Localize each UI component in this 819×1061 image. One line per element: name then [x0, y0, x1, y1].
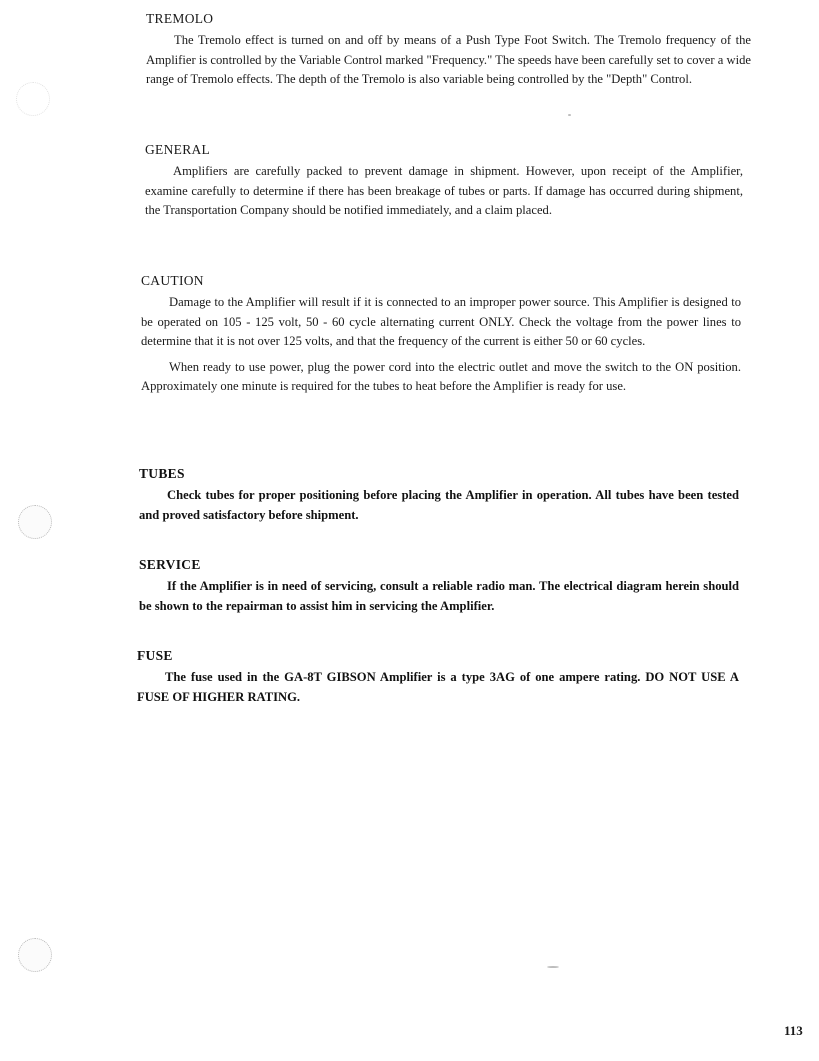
section-paragraph: The Tremolo effect is turned on and off by means of a Push Type Foot Switch. The Tremolo frequency of the Amplifier is controlled by the Variable Control marked "Frequency." The speeds have been carefully set to cover a wide range of Tremolo effects. The depth of the Tremolo is also variable being controlled by the "Depth" Control. [146, 33, 751, 86]
section-tubes [139, 466, 739, 531]
page-number: 113 [784, 1023, 803, 1038]
section-heading: SERVICE [139, 557, 201, 572]
section-tremolo [146, 11, 751, 96]
section-heading: GENERAL [145, 142, 211, 157]
section-paragraph: Amplifiers are carefully packed to prevent damage in shipment. However, upon receipt of the Amplifier, examine carefully to determine if there has been breakage of tubes or parts. If damage has occurred during shipment, the Transportation Company should be notified immediately, and a claim placed. [145, 164, 743, 217]
section-paragraph: If the Amplifier is in need of servicing, consult a reliable radio man. The electrical diagram herein should be shown to the repairman to assist him in servicing the Amplifier. [139, 579, 739, 613]
section-fuse [137, 648, 739, 713]
section-service [139, 557, 739, 622]
section-general [145, 142, 743, 227]
print-speck [568, 114, 571, 116]
punch-hole-top [16, 82, 50, 116]
punch-hole-middle [18, 505, 52, 539]
punch-hole-bottom [18, 938, 52, 972]
section-heading: FUSE [137, 648, 173, 663]
section-heading: CAUTION [141, 273, 204, 288]
print-speck [547, 966, 559, 968]
section-heading: TREMOLO [146, 11, 214, 26]
section-paragraph: Damage to the Amplifier will result if it is connected to an improper power source. This Amplifier is designed to be operated on 105 - 125 volt, 50 - 60 cycle alternating current ONLY. Check the voltage from the power lines to determine that it is not over 125 volts, and that the frequency of the current is either 50 or 60 cycles. [141, 295, 741, 348]
section-paragraph: The fuse used in the GA-8T GIBSON Amplifier is a type 3AG of one ampere rating. DO NOT USE A FUSE OF HIGHER RATING. [137, 670, 739, 704]
section-heading: TUBES [139, 466, 185, 481]
section-caution [141, 273, 741, 403]
section-paragraph: Check tubes for proper positioning before placing the Amplifier in operation. All tubes have been tested and proved satisfactory before shipment. [139, 488, 739, 522]
section-paragraph: When ready to use power, plug the power cord into the electric outlet and move the switch to the ON position. Approximately one minute is required for the tubes to heat before the Amplifier is ready for use. [141, 359, 741, 393]
